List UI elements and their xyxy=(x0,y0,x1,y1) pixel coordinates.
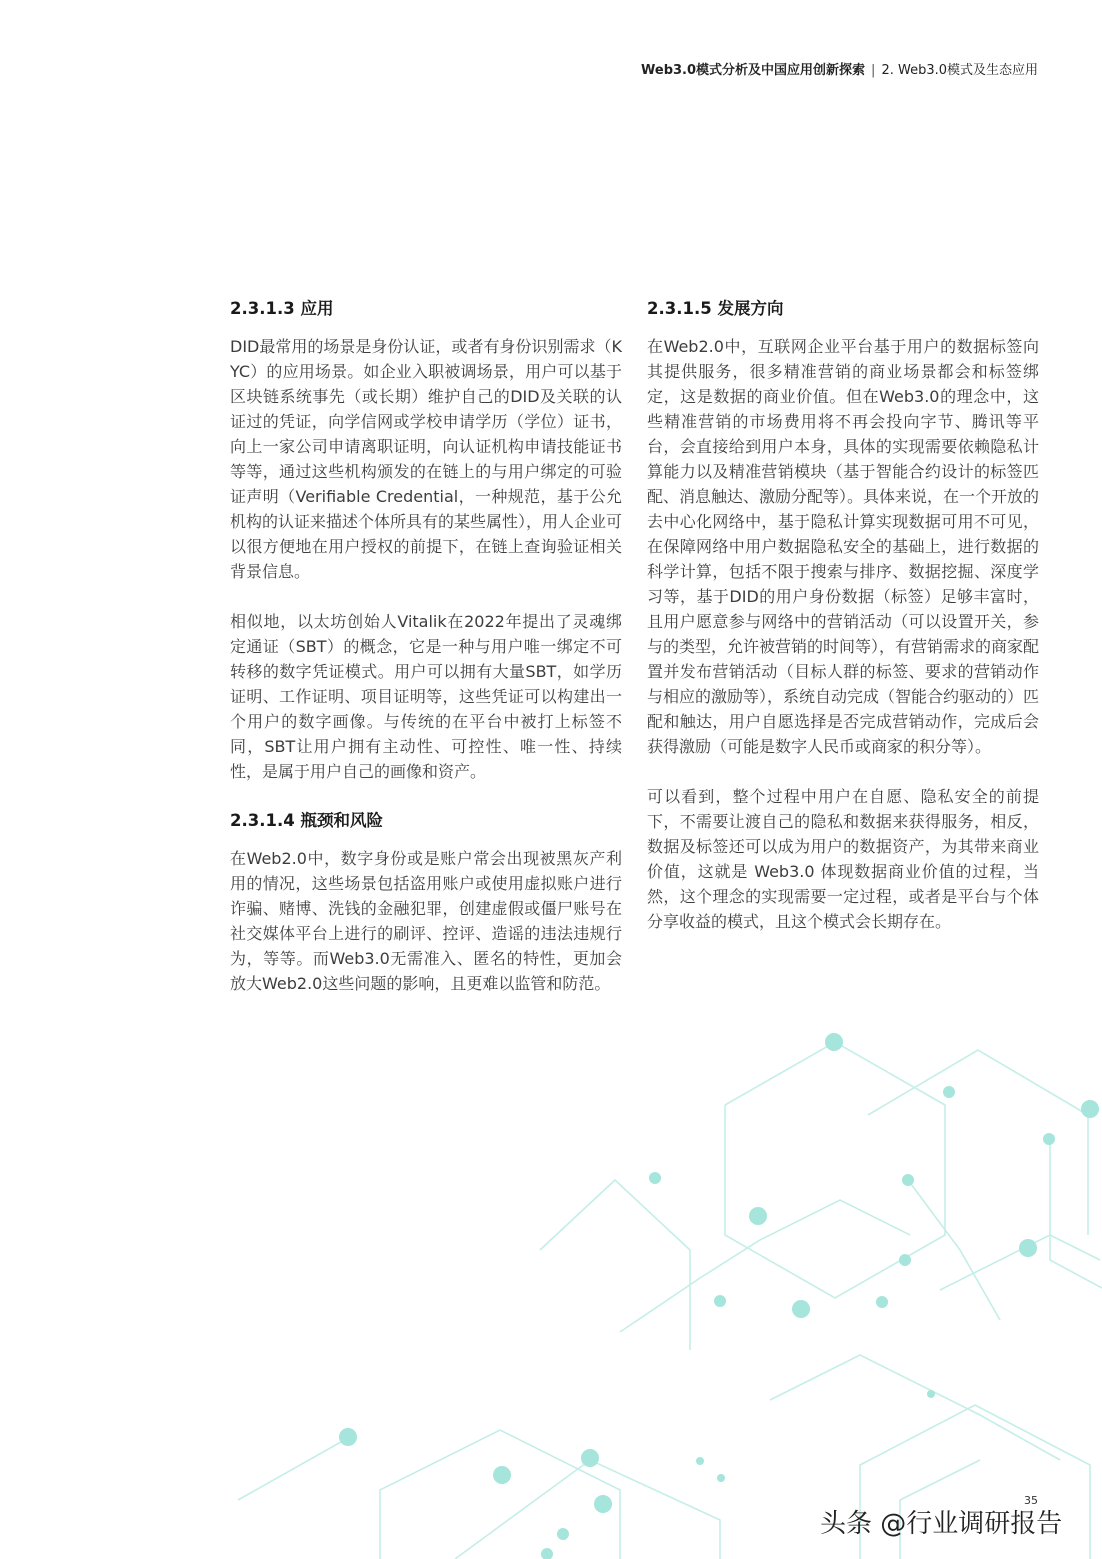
section-heading-development-direction: 2.3.1.5 发展方向 xyxy=(647,299,784,318)
paragraph: 相似地，以太坊创始人Vitalik在2022年提出了灵魂绑定通证（SBT）的概念，它是一种与用户唯一绑定不可转移的数字凭证模式。用户可以拥有大量SBT，如学历证明、工作证明、项目证明等，这些凭证可以构建出一个用户的数字画像。与传统的在平台中被打上标签不同，SBT让用户拥有主动性、可控性、唯一性、持续性，是属于用户自己的画像和资产。 xyxy=(230,612,622,781)
chapter-title: 2. Web3.0模式及生态应用 xyxy=(881,63,1038,78)
right-column xyxy=(647,296,1039,934)
paragraph: 在Web2.0中，互联网企业平台基于用户的数据标签向其提供服务，很多精准营销的商业场景都会和标签绑定，这是数据的商业价值。但在Web3.0的理念中，这些精准营销的市场费用将不再会投向字节、腾讯等平台，会直接给到用户本身，具体的实现需要依赖隐私计算能力以及精准营销模块（基于智能合约设计的标签匹配、消息触达、激励分配等）。具体来说，在一个开放的去中心化网络中，基于隐私计算实现数据可用不可见，在保障网络中用户数据隐私安全的基础上，进行数据的科学计算，包括不限于搜索与排序、数据挖掘、深度学习等，基于DID的用户身份数据（标签）足够丰富时，且用户愿意参与网络中的营销活动（可以设置开关，参与的类型，允许被营销的时间等），有营销需求的商家配置并发布营销活动（目标人群的标签、要求的营销动作与相应的激励等），系统自动完成（智能合约驱动的）匹配和触达，用户自愿选择是否完成营销动作，完成后会获得激励（可能是数字人民币或商家的积分等）。 xyxy=(647,337,1040,756)
left-column xyxy=(230,296,622,996)
paragraph: 可以看到，整个过程中用户在自愿、隐私安全的前提下，不需要让渡自己的隐私和数据来获得服务，相反，数据及标签还可以成为用户的数据资产，为其带来商业价值，这就是 Web3.0 体现数据商业价值的过程，当然，这个理念的实现需要一定过程，或者是平台与个体分享收益的模式，且这个模式会长期存在。 xyxy=(647,787,1039,931)
paragraph: DID最常用的场景是身份认证，或者有身份识别需求（KYC）的应用场景。如企业入职被调场景，用户可以基于区块链系统事先（或长期）维护自己的DID及关联的认证过的凭证，向学信网或学校申请学历（学位）证书，向上一家公司申请离职证明，向认证机构申请技能证书等等，通过这些机构颁发的在链上的与用户绑定的可验证声明（Verifiable Credential，一种规范，基于公允机构的认证来描述个体所具有的某些属性），用人企业可以很方便地在用户授权的前提下，在链上查询验证相关背景信息。 xyxy=(230,337,623,581)
running-header xyxy=(641,59,1038,78)
watermark: 头条 @行业调研报告 xyxy=(820,1509,1063,1539)
hexagon-network-decoration xyxy=(0,1020,1102,1559)
header-separator: | xyxy=(871,63,876,78)
section-heading-bottlenecks-risks: 2.3.1.4 瓶颈和风险 xyxy=(230,811,383,830)
page-number: 35 xyxy=(1024,1494,1038,1507)
paragraph: 在Web2.0中，数字身份或是账户常会出现被黑灰产利用的情况，这些场景包括盗用账户或使用虚拟账户进行诈骗、赌博、洗钱的金融犯罪，创建虚假或僵尸账号在社交媒体平台上进行的刷评、控评、造谣的违法违规行为，等等。而Web3.0无需准入、匿名的特性，更加会放大Web2.0这些问题的影响，且更难以监管和防范。 xyxy=(230,849,622,993)
document-title: Web3.0模式分析及中国应用创新探索 xyxy=(641,63,866,78)
section-heading-applications: 2.3.1.3 应用 xyxy=(230,299,334,318)
